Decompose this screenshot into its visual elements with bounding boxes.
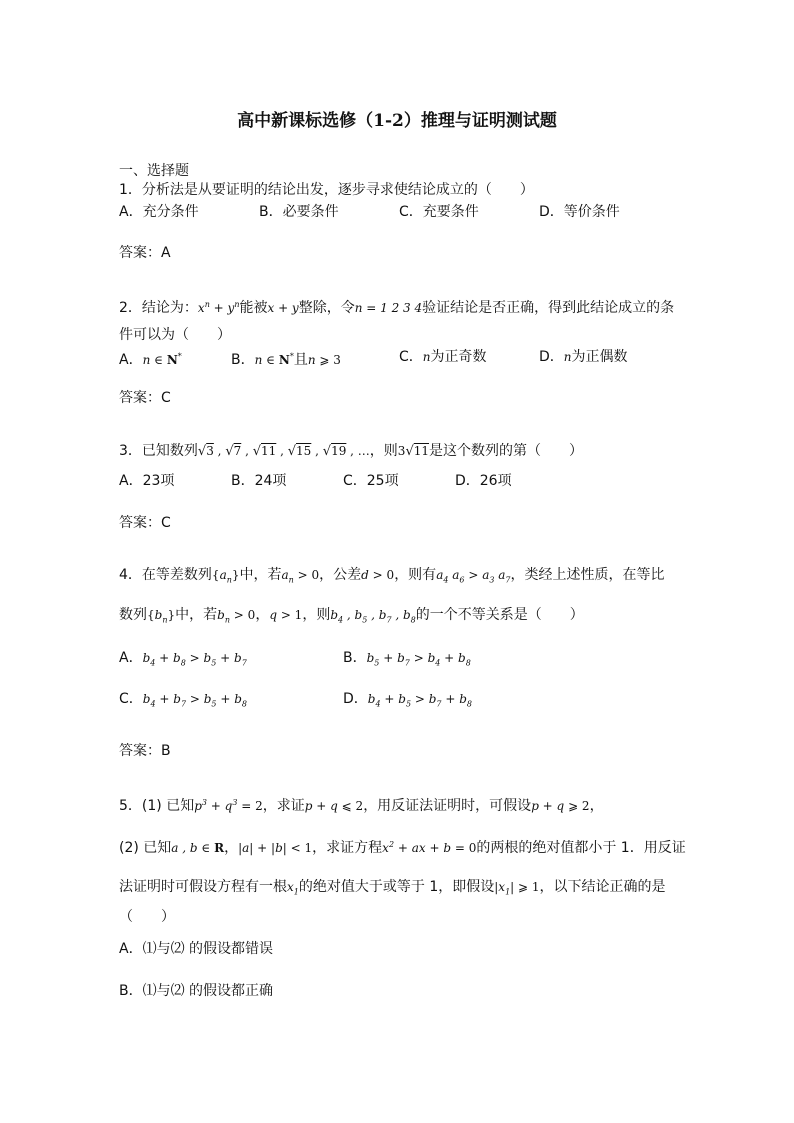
q1-stem: 1．分析法是从要证明的结论出发，逐步寻求使结论成立的（ ）: [119, 182, 534, 198]
q4-stem-line1: [119, 566, 665, 589]
q5-stem-line4: （ ）: [119, 909, 175, 925]
q2-option-d: [539, 348, 628, 366]
q2-text: 2．结论为：: [119, 300, 198, 316]
option-letter: C．: [119, 691, 143, 707]
q5-text: ，: [589, 798, 604, 814]
q3-text: ，则: [369, 443, 398, 459]
section-heading: 一、选择题: [119, 163, 189, 179]
option-text: 为正偶数: [571, 349, 628, 365]
option-text: 为正奇数: [430, 349, 487, 365]
math-formula: $b_4 + b_7 > b_5 + b_8$: [142, 692, 247, 709]
math-formula: p + q ⩽ 2: [304, 799, 364, 813]
q4-option-a: [119, 649, 247, 672]
option-letter: B．: [343, 650, 367, 666]
q5-text: ，以下结论正确的是: [539, 879, 666, 895]
q3-answer: 答案：C: [119, 515, 171, 531]
math-formula: d > 0: [361, 568, 395, 582]
q3-option-a: A．23项: [119, 473, 175, 489]
q5-stem-line1: [119, 794, 604, 815]
q3-text: 是这个数列的第（ ）: [429, 443, 584, 459]
q2-stem-line1: [119, 296, 674, 317]
math-formula: $x^2$ + ax + b = 0: [382, 840, 477, 855]
q4-text: 的一个不等关系是（ ）: [415, 607, 584, 623]
math-formula: $x_1$: [287, 880, 299, 897]
math-formula: $|x_1|$ ⩾ 1: [494, 880, 540, 897]
math-formula: p + q ⩾ 2: [531, 799, 590, 813]
q4-text: 中，若: [175, 607, 218, 623]
math-formula: $b_n > 0$: [217, 608, 256, 625]
math-formula: 3√11: [397, 444, 430, 459]
q5-text: 法证明时可假设方程有一根: [119, 879, 287, 895]
option-letter: C．: [399, 349, 423, 365]
q3-option-c: C．25项: [343, 473, 399, 489]
q4-text: ，则: [302, 607, 331, 623]
math-formula: q > 1: [269, 608, 303, 622]
q3-option-b: B．24项: [231, 473, 287, 489]
q5-text: ，求证方程: [312, 840, 383, 856]
q4-text: 数列: [119, 607, 147, 623]
option-letter: D．: [343, 691, 368, 707]
q3-stem: [119, 442, 583, 461]
math-formula: $b_4 + b_5 > b_7 + b_8$: [367, 692, 472, 709]
q2-option-c: [399, 348, 487, 366]
q3-option-d: D．26项: [455, 473, 512, 489]
math-formula: $a_n > 0$: [281, 568, 320, 585]
option-text: 且: [293, 352, 308, 368]
q1-option-c: C．充要条件: [399, 204, 479, 220]
math-formula: $b_4$ , $b_5$ , $b_7$ , $b_8$: [330, 608, 416, 625]
option-letter: A．: [119, 650, 143, 666]
math-formula: n ∈ N*: [142, 352, 182, 367]
q5-text: ，: [224, 840, 239, 856]
page-title: 高中新课标选修（1-2）推理与证明测试题: [237, 111, 557, 131]
math-formula: √3 , √7 , √11 , √15 , √19 , …: [197, 444, 370, 459]
q4-text: ，则有: [394, 567, 437, 583]
q2-stem-line2: 件可以为（ ）: [119, 327, 231, 343]
math-formula: $p^3 + q^3 = 2$: [194, 798, 263, 813]
math-formula: $x^n + y^n$: [197, 300, 240, 315]
q2-option-b: [231, 348, 341, 369]
q4-option-d: [343, 690, 472, 713]
q4-answer: 答案：B: [119, 743, 171, 759]
q5-text: ，求证: [262, 798, 305, 814]
q2-option-a: [119, 348, 182, 369]
q4-text: 中，若: [239, 567, 282, 583]
q1-option-d: D．等价条件: [539, 204, 620, 220]
math-formula: ⩾ 3: [315, 353, 341, 367]
math-formula: n: [307, 353, 316, 367]
q5-stem-line3: [119, 878, 666, 901]
q4-option-b: [343, 649, 471, 672]
math-formula: |a| + |b| < 1: [238, 841, 313, 855]
q5-text: 的两根的绝对值都小于 1．用反证: [476, 840, 686, 856]
q4-text: ，: [255, 607, 270, 623]
q4-text: ，类经上述性质，在等比: [510, 567, 665, 583]
q5-text: 5．(1) 已知: [119, 798, 195, 814]
q3-text: 3．已知数列: [119, 443, 198, 459]
q4-option-c: [119, 690, 247, 713]
q5-option-a: A．⑴与⑵ 的假设都错误: [119, 941, 274, 957]
option-letter: A．: [119, 352, 143, 368]
math-formula: n: [563, 350, 572, 364]
q2-text: 验证结论是否正确，得到此结论成立的条: [422, 300, 675, 316]
q1-option-b: B．必要条件: [259, 204, 339, 220]
math-formula: n ∈ N*: [254, 352, 294, 367]
math-formula: $b_5 + b_7 > b_4 + b_8$: [366, 651, 471, 668]
q5-option-b: B．⑴与⑵ 的假设都正确: [119, 983, 274, 999]
q4-text: ，公差: [319, 567, 362, 583]
q2-text: 能被: [239, 300, 268, 316]
q5-stem-line2: [119, 836, 686, 857]
q5-text: (2) 已知: [119, 840, 172, 856]
math-formula: n = 1 2 3 4: [354, 301, 423, 315]
q4-stem-line2: [119, 606, 584, 629]
math-formula: $a_4$ $a_6 > a_3$ $a_7$: [436, 568, 511, 585]
q1-option-a: A．充分条件: [119, 204, 199, 220]
option-letter: D．: [539, 349, 564, 365]
option-letter: B．: [231, 352, 255, 368]
q5-text: ，用反证法证明时，可假设: [363, 798, 532, 814]
q2-answer: 答案：C: [119, 390, 171, 406]
math-formula: x + y: [267, 301, 299, 315]
q4-text: 4．在等差数列: [119, 567, 212, 583]
math-formula: a , b ∈ R: [171, 841, 225, 855]
math-formula: $\{b_n\}$: [147, 608, 176, 625]
math-formula: $\{a_n\}$: [211, 568, 240, 585]
q2-text: 整除，令: [298, 300, 355, 316]
q1-answer: 答案：A: [119, 245, 171, 261]
q5-text: 的绝对值大于或等于 1，即假设: [298, 879, 495, 895]
math-formula: $b_4 + b_8 > b_5 + b_7$: [142, 651, 247, 668]
math-formula: n: [422, 350, 431, 364]
